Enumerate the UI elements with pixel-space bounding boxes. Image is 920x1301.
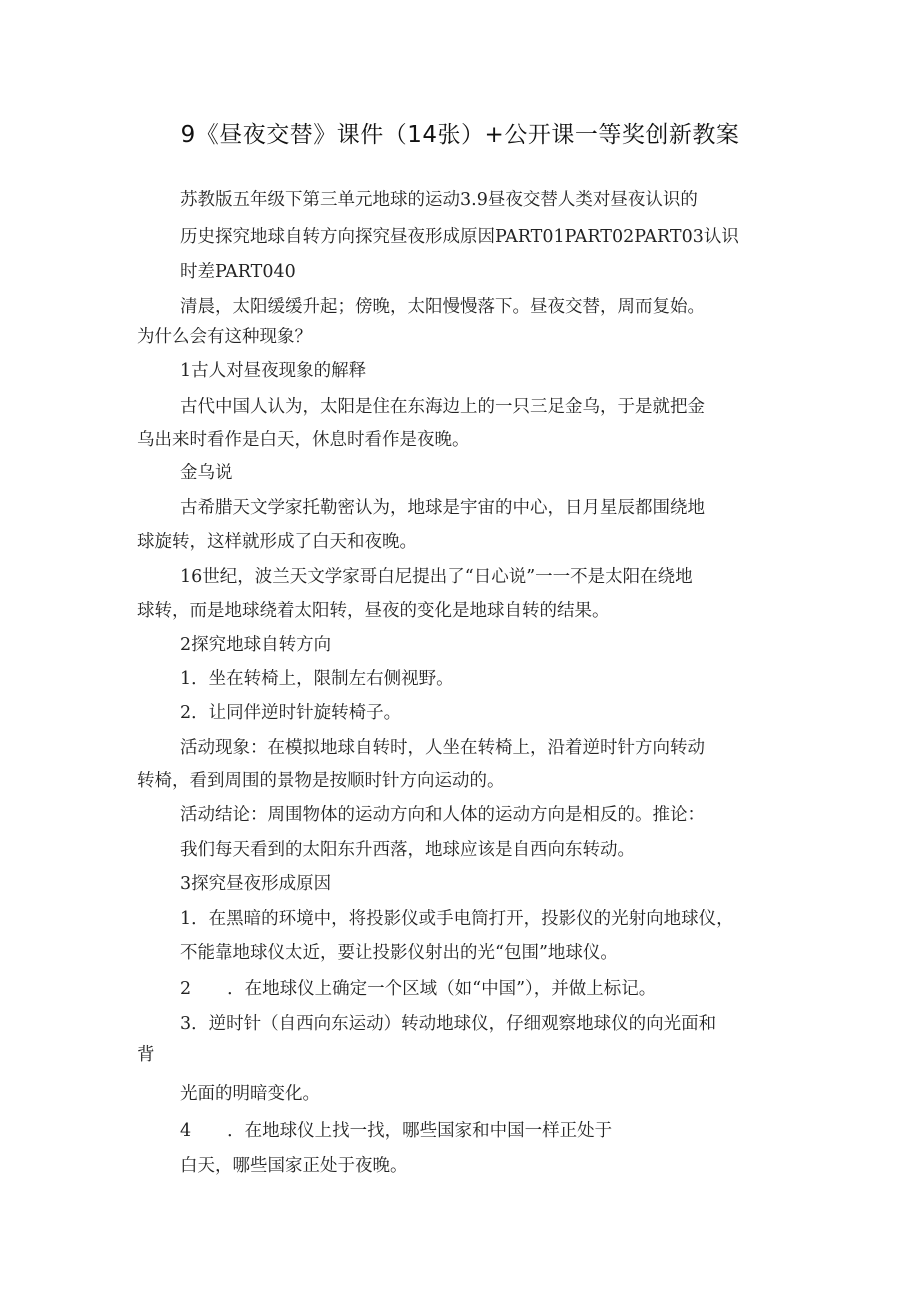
paragraph-conclusion-line-2: 我们每天看到的太阳东升西落，地球应该是自西向东转动。 — [180, 840, 635, 860]
list-item-exp-1-line-1: 1．在黑暗的环境中，将投影仪或手电筒打开，投影仪的光射向地球仪， — [180, 909, 734, 929]
paragraph-conclusion-line-1: 活动结论：周围物体的运动方向和人体的运动方向是相反的。推论： — [180, 805, 705, 825]
paragraph-intro-line-3: 时差PART040 — [180, 262, 296, 282]
paragraph-copernicus-line-1: 16世纪，波兰天文学家哥白尼提出了“日心说”一一不是太阳在绕地 — [180, 567, 693, 587]
paragraph-greek-line-2: 球旋转，这样就形成了白天和夜晚。 — [137, 532, 417, 552]
paragraph-ancient-line-2: 乌出来时看作是白天，休息时看作是夜晚。 — [137, 430, 470, 450]
list-item-exp-1-line-2: 不能靠地球仪太近，要让投影仪射出的光“包围”地球仪。 — [180, 943, 618, 963]
list-item-step-1: 1．坐在转椅上，限制左右侧视野。 — [180, 669, 454, 689]
paragraph-ancient-line-1: 古代中国人认为，太阳是住在东海边上的一只三足金乌，于是就把金 — [180, 397, 705, 417]
paragraph-greek-line-1: 古希腊天文学家托勒密认为，地球是宇宙的中心，日月星辰都围绕地 — [180, 498, 705, 518]
paragraph-copernicus-line-2: 球转，而是地球绕着太阳转，昼夜的变化是地球自转的结果。 — [137, 601, 610, 621]
paragraph-morning-line-2: 为什么会有这种现象？ — [137, 327, 312, 347]
list-text: ．在地球仪上找一找，哪些国家和中国一样正处于 — [227, 1121, 613, 1141]
list-item-exp-4 — [180, 1119, 612, 1143]
list-item-exp-4-line-2: 白天，哪些国家正处于夜晚。 — [180, 1156, 408, 1176]
section-heading-2: 2探究地球自转方向 — [180, 635, 332, 655]
list-item-exp-2 — [180, 977, 656, 1001]
paragraph-phenomenon-line-1: 活动现象：在模拟地球自转时，人坐在转椅上，沿着逆时针方向转动 — [180, 738, 705, 758]
section-heading-3: 3探究昼夜形成原因 — [180, 874, 332, 894]
paragraph-phenomenon-line-2: 转椅，看到周围的景物是按顺时针方向运动的。 — [137, 771, 505, 791]
paragraph-jinwu: 金乌说 — [180, 463, 233, 483]
section-heading-1: 1古人对昼夜现象的解释 — [180, 361, 367, 381]
page-title: 9《昼夜交替》课件（14张）+公开课一等奖创新教案 — [180, 122, 740, 148]
list-number: 4 — [180, 1121, 192, 1141]
paragraph-morning-line-1: 清晨，太阳缓缓升起；傍晚，太阳慢慢落下。昼夜交替，周而复始。 — [180, 297, 705, 317]
list-text: ．在地球仪上确定一个区域（如“中国”），并做上标记。 — [227, 979, 657, 999]
paragraph-intro-line-2: 历史探究地球自转方向探究昼夜形成原因PART01PART02PART03认识 — [180, 227, 739, 247]
list-item-exp-3-line-1: 3．逆时针（自西向东运动）转动地球仪，仔细观察地球仪的向光面和 — [180, 1014, 717, 1034]
paragraph-intro-line-1: 苏教版五年级下第三单元地球的运动3.9昼夜交替人类对昼夜认识的 — [180, 190, 698, 210]
list-item-step-2: 2．让同伴逆时针旋转椅子。 — [180, 703, 402, 723]
list-item-exp-3-line-3: 光面的明暗变化。 — [180, 1084, 320, 1104]
list-number: 2 — [180, 979, 192, 999]
list-item-exp-3-line-2: 背 — [137, 1045, 155, 1065]
